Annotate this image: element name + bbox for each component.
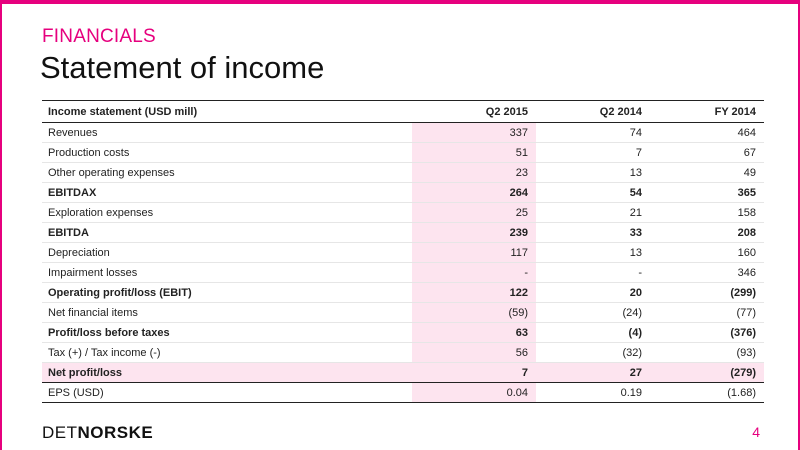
cell-q2-2015: 239	[412, 223, 536, 243]
table-row	[42, 203, 764, 223]
table-row	[42, 223, 764, 243]
cell-q2-2015: (59)	[412, 303, 536, 323]
row-label: Profit/loss before taxes	[42, 323, 412, 343]
table-row	[42, 163, 764, 183]
row-label: Depreciation	[42, 243, 412, 263]
cell-fy-2014: (376)	[650, 323, 764, 343]
cell-q2-2014: 74	[536, 123, 650, 143]
cell-q2-2015: 264	[412, 183, 536, 203]
cell-q2-2014: 13	[536, 163, 650, 183]
cell-q2-2015: 0.04	[412, 383, 536, 403]
cell-q2-2014: 54	[536, 183, 650, 203]
cell-q2-2015: 23	[412, 163, 536, 183]
table-row	[42, 283, 764, 303]
table-row	[42, 243, 764, 263]
table-row	[42, 343, 764, 363]
row-label: Tax (+) / Tax income (-)	[42, 343, 412, 363]
section-kicker: FINANCIALS	[42, 26, 156, 47]
cell-fy-2014: 160	[650, 243, 764, 263]
cell-fy-2014: 464	[650, 123, 764, 143]
row-label: Operating profit/loss (EBIT)	[42, 283, 412, 303]
left-accent-bar	[0, 0, 2, 450]
cell-q2-2015: 117	[412, 243, 536, 263]
cell-fy-2014: 67	[650, 143, 764, 163]
column-header-q2-2014: Q2 2014	[536, 101, 650, 123]
table-body	[42, 123, 764, 403]
column-header-label: Income statement (USD mill)	[42, 101, 412, 123]
cell-q2-2014: 27	[536, 363, 650, 383]
cell-fy-2014: 49	[650, 163, 764, 183]
cell-fy-2014: (1.68)	[650, 383, 764, 403]
column-header-fy-2014: FY 2014	[650, 101, 764, 123]
logo-text-norske: NORSKE	[77, 423, 154, 442]
cell-q2-2014: -	[536, 263, 650, 283]
cell-q2-2015: 25	[412, 203, 536, 223]
cell-q2-2015: 63	[412, 323, 536, 343]
table-header-row	[42, 101, 764, 123]
row-label: Exploration expenses	[42, 203, 412, 223]
table-row	[42, 183, 764, 203]
row-label: EPS (USD)	[42, 383, 412, 403]
cell-fy-2014: (299)	[650, 283, 764, 303]
cell-q2-2014: 0.19	[536, 383, 650, 403]
table-row	[42, 363, 764, 383]
table-row	[42, 123, 764, 143]
column-header-q2-2015: Q2 2015	[412, 101, 536, 123]
cell-q2-2014: (4)	[536, 323, 650, 343]
cell-fy-2014: 365	[650, 183, 764, 203]
company-logo	[42, 423, 153, 443]
cell-fy-2014: 346	[650, 263, 764, 283]
table-row	[42, 263, 764, 283]
row-label: Production costs	[42, 143, 412, 163]
cell-q2-2015: 51	[412, 143, 536, 163]
cell-q2-2014: 21	[536, 203, 650, 223]
top-accent-bar	[0, 0, 800, 4]
page-title: Statement of income	[40, 50, 325, 85]
cell-q2-2014: (24)	[536, 303, 650, 323]
cell-fy-2014: 208	[650, 223, 764, 243]
cell-fy-2014: 158	[650, 203, 764, 223]
cell-q2-2014: 7	[536, 143, 650, 163]
row-label: Other operating expenses	[42, 163, 412, 183]
cell-q2-2014: 33	[536, 223, 650, 243]
cell-q2-2015: 56	[412, 343, 536, 363]
row-label: Net financial items	[42, 303, 412, 323]
row-label: EBITDAX	[42, 183, 412, 203]
cell-q2-2015: 337	[412, 123, 536, 143]
table-row	[42, 303, 764, 323]
cell-q2-2015: -	[412, 263, 536, 283]
cell-q2-2014: (32)	[536, 343, 650, 363]
page-number: 4	[752, 424, 760, 440]
table-row	[42, 143, 764, 163]
table-row	[42, 323, 764, 343]
cell-q2-2014: 13	[536, 243, 650, 263]
cell-q2-2015: 7	[412, 363, 536, 383]
table-row	[42, 383, 764, 403]
row-label: Impairment losses	[42, 263, 412, 283]
cell-fy-2014: (93)	[650, 343, 764, 363]
cell-q2-2015: 122	[412, 283, 536, 303]
cell-q2-2014: 20	[536, 283, 650, 303]
row-label: Net profit/loss	[42, 363, 412, 383]
cell-fy-2014: (279)	[650, 363, 764, 383]
row-label: EBITDA	[42, 223, 412, 243]
income-statement-table	[42, 100, 764, 403]
row-label: Revenues	[42, 123, 412, 143]
logo-text-det: DET	[42, 423, 78, 442]
cell-fy-2014: (77)	[650, 303, 764, 323]
